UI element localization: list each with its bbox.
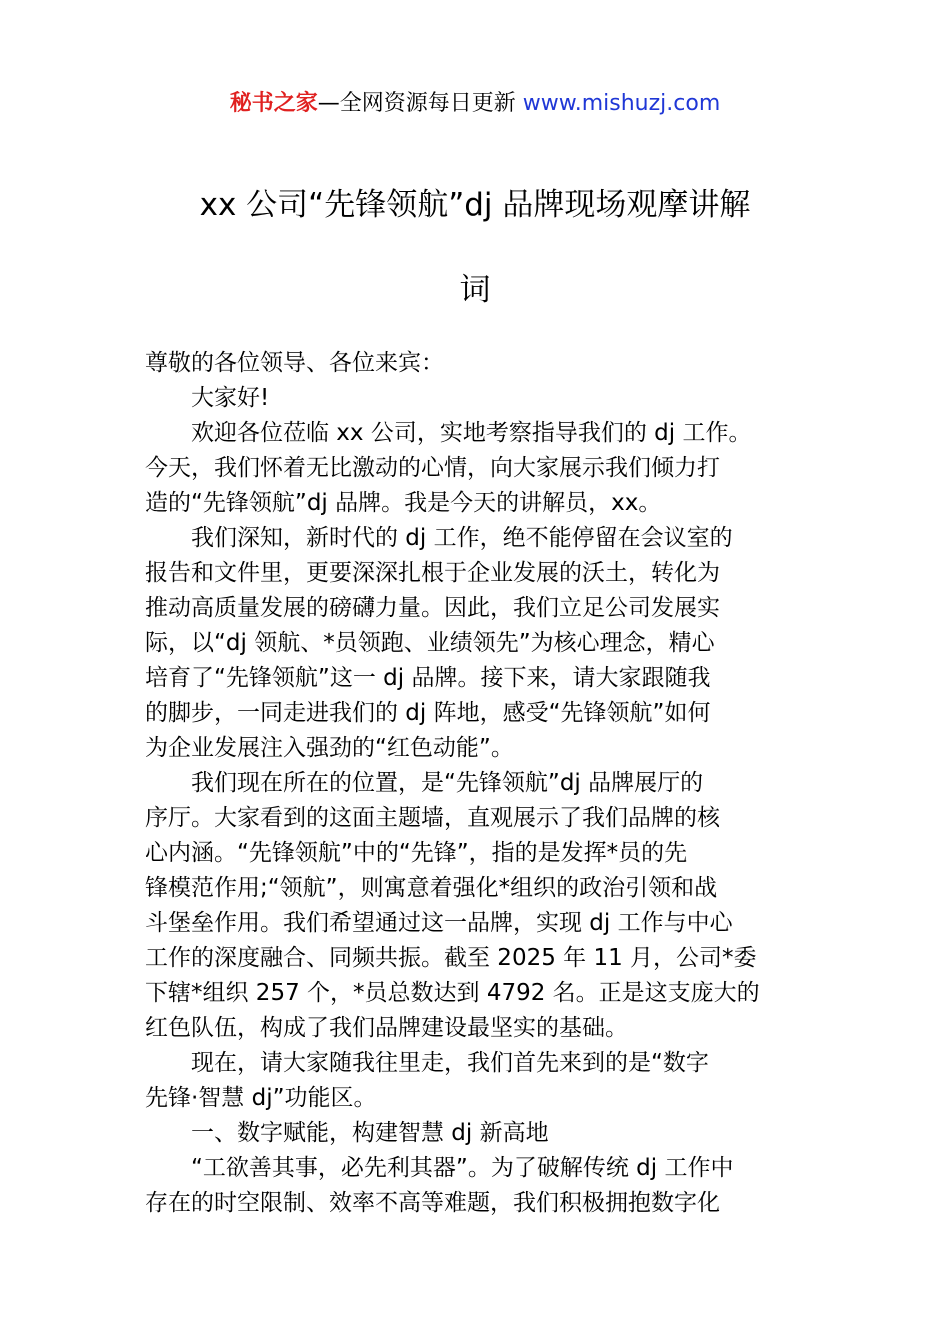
- site-brand: 秘书之家: [229, 91, 318, 116]
- body-line: 造的“先锋领航”dj 品牌。我是今天的讲解员，xx。: [145, 490, 662, 516]
- body-line: 锋模范作用;“领航”，则寓意着强化*组织的政治引领和战: [145, 875, 718, 901]
- site-slogan: —全网资源每日更新: [317, 91, 523, 116]
- body-line: 红色队伍，构成了我们品牌建设最坚实的基础。: [145, 1015, 628, 1041]
- body-line: 我们现在所在的位置，是“先锋领航”dj 品牌展厅的: [191, 770, 704, 796]
- body-line: 报告和文件里，更要深深扎根于企业发展的沃土，转化为: [145, 560, 720, 586]
- document-title: [120, 163, 830, 333]
- body-line: 欢迎各位莅临 xx 公司，实地考察指导我们的 dj 工作。: [191, 420, 752, 446]
- document-body: [145, 346, 810, 1221]
- body-line: 斗堡垒作用。我们希望通过这一品牌，实现 dj 工作与中心: [145, 910, 733, 936]
- body-line: 现在，请大家随我往里走，我们首先来到的是“数字: [191, 1050, 709, 1076]
- body-line: 心内涵。“先锋领航”中的“先锋”，指的是发挥*员的先: [145, 840, 688, 866]
- body-line: 序厅。大家看到的这面主题墙，直观展示了我们品牌的核: [145, 805, 720, 831]
- body-line: 今天，我们怀着无比激动的心情，向大家展示我们倾力打: [145, 455, 720, 481]
- site-url[interactable]: www.mishuzj.com: [522, 91, 721, 116]
- body-line: 工作的深度融合、同频共振。截至 2025 年 11 月，公司*委: [145, 945, 757, 971]
- body-line: 存在的时空限制、效率不高等难题，我们积极拥抱数字化: [145, 1190, 720, 1216]
- body-line: “工欲善其事，必先利其器”。为了破解传统 dj 工作中: [191, 1155, 734, 1181]
- body-line: 际，以“dj 领航、*员领跑、业绩领先”为核心理念，精心: [145, 630, 715, 656]
- body-line: 我们深知，新时代的 dj 工作，绝不能停留在会议室的: [191, 525, 733, 551]
- salutation: 尊敬的各位领导、各位来宾：: [145, 350, 444, 376]
- body-line: 下辖*组织 257 个，*员总数达到 4792 名。正是这支庞大的: [145, 980, 760, 1006]
- site-header: [0, 88, 950, 120]
- body-line: 培育了“先锋领航”这一 dj 品牌。接下来，请大家跟随我: [145, 665, 711, 691]
- body-line: 推动高质量发展的磅礴力量。因此，我们立足公司发展实: [145, 595, 720, 621]
- body-line: 先锋·智慧 dj”功能区。: [145, 1085, 377, 1111]
- document-title-line-2: 词: [459, 272, 491, 308]
- body-line: 的脚步，一同走进我们的 dj 阵地，感受“先锋领航”如何: [145, 700, 711, 726]
- greeting: 大家好!: [191, 385, 270, 411]
- section-heading: 一、数字赋能，构建智慧 dj 新高地: [191, 1120, 549, 1146]
- document-title-line-1: xx 公司“先锋领航”dj 品牌现场观摩讲解: [199, 187, 751, 223]
- body-line: 为企业发展注入强劲的“红色动能”。: [145, 735, 514, 761]
